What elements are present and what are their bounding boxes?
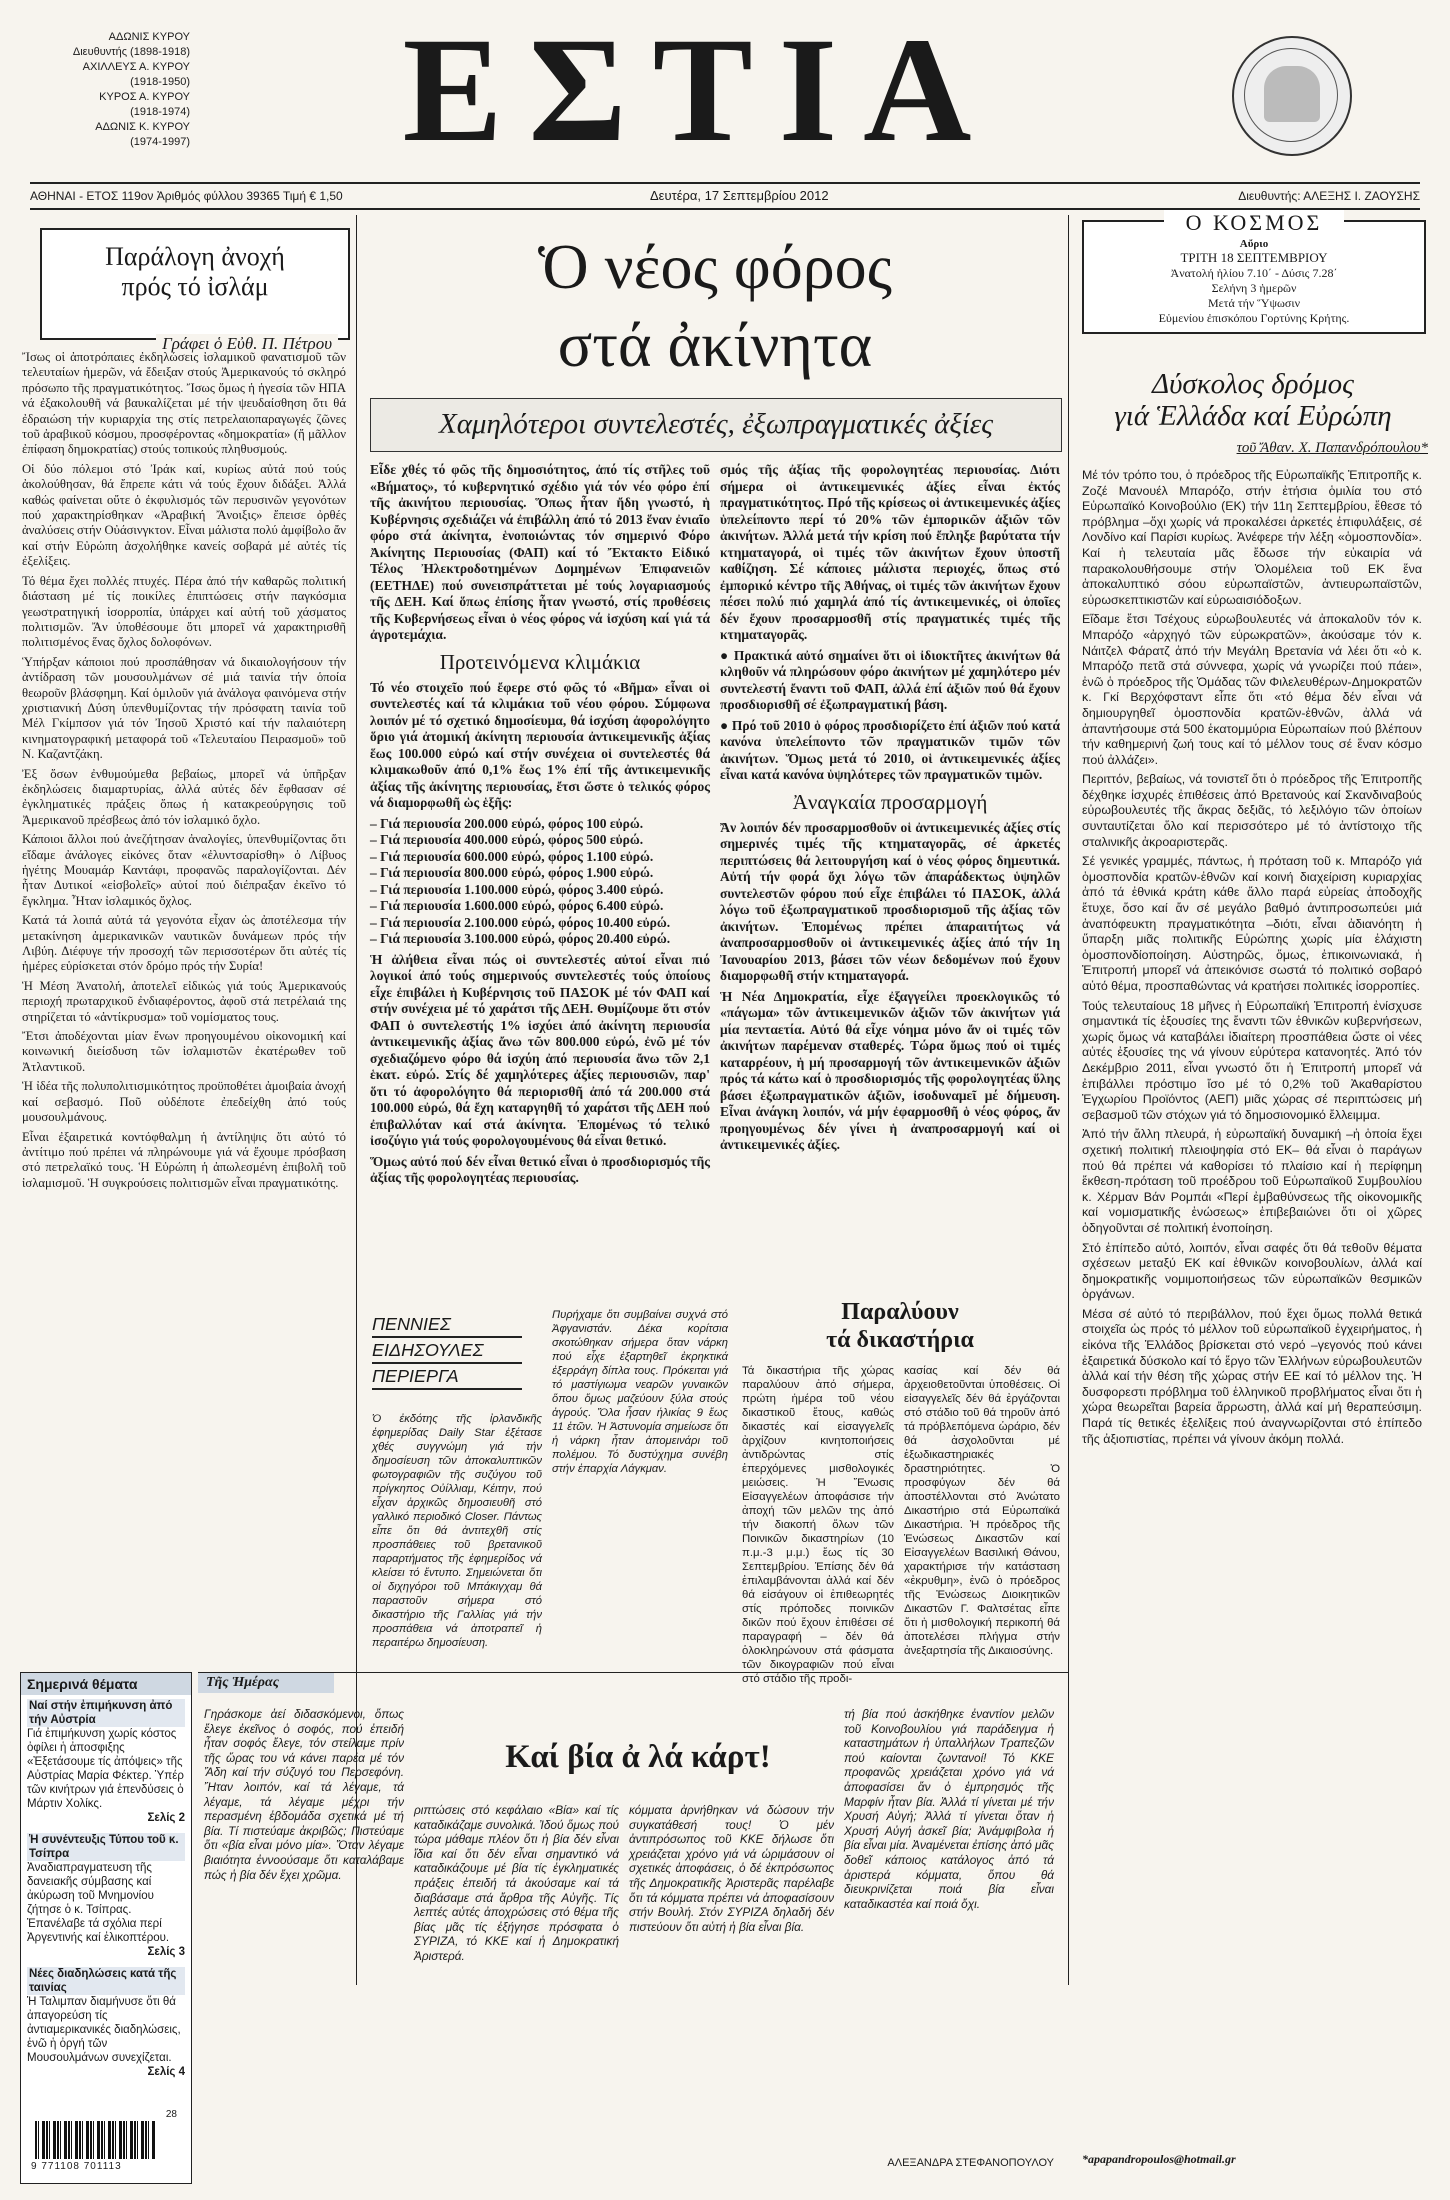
europe-paragraph: Σέ γενικές γραμμές, πάντως, ἡ πρόταση τοῦ κ. Μπαρόζο γιά ὁμοσπονδία κρατῶν-ἐθνῶν καί κοινή διαχείριση κυριαρχίας ἀπό τά ἐθνικά κράτη κάθε ἄλλο παρά εὐρείας ἀποδοχῆς ἔτυχε, ὅσο καί ἄν σέ μεγάλο βαθμό ἀντιπροσωπεύει μιά ἀναπόφευκτη πραγματικότητα –διότι, εἶναι ἀδιανόητη ἡ ὕπαρξη μιᾶς πολιτικῆς Εὐρώπης χωρίς μία ἐλάχιστη ὁμοσπονδίοποίηση. Αὐστηρῶς, ὅμως, ἐπικοινωνιακά, ἡ Ἐπιτροπή μπορεῖ νά ἀπεικόνισε σωστά τό πολιτικό σοβαρό αὐτό θέμα, προσπαθώντας νά κρατήσει πολιτικές ἰσορροπίες.	[1082, 854, 1422, 993]
pennies-title	[372, 1312, 522, 1390]
founder-line: (1918-1950)	[130, 76, 190, 88]
europe-headline-line2: γιά Ἑλλάδα καί Εὐρώπη	[1114, 400, 1392, 432]
opinion-paragraph: Ἡ Μέση Ἀνατολή, ἀποτελεῖ εἰδικώς γιά τούς Ἀμερικανούς περιοχή πρωταρχικοῦ ἐνδιαφέροντος, ἀφοῦ στά πετρέλαιά της στηρίζεται τό «ἀντίκρυσμα» τοῦ νομίσματος τους.	[22, 978, 346, 1024]
pennies-box	[362, 1288, 732, 1658]
europe-paragraph: Εἴδαμε ἔτσι Τσέχους εὐρωβουλευτές νά ἀποκαλοῦν τόν κ. Μπαρόζο «ἀρχηγό τῶν εὐρωκρατῶν», ἀκούσαμε τόν κ. Νάιτζελ Φάρατζ ἀπό τήν Μεγάλη Βρετανία νά λέει ὅτι «ὁ κ. Μπαρόζο πετᾶ στά σύννεφα, χωρίς νά γνωρίζει πού πάει», ἐνῶ ὁ πρόεδρος τῆς Ὁμάδας τῶν Φιλελευθέρων-Δημοκρατῶν κ. Γκί Βερχόφσταντ εἶπε ὅτι «τό θέμα δέν εἶναι νά δημιουργηθεῖ ὁμοσπονδία κρατῶν-ἐθνῶν, ἀλλά νά ἀπαντήσουμε στά 500 ἑκατομμύρια Εὐρωπαίων πού βλέπουν τήν καθημερινή ζωή τους καί τό μέλλον τους σέ ἕναν κόσμο πού ἀλλάζει».	[1082, 612, 1422, 767]
editorial-column-1: Γηράσκομε ἀεί διδασκόμενοι, ὅπως ἔλεγε ἐκεῖνος ὁ σοφός, πού ἐπειδή ἦταν σοφός ἔλεγε, τόν στείλαμε πρίν τῆς ὥρας του νά κάνει παρέα μέ τόν Ἅδη καί τήν σύζυγό του Περσεφόνη. Ἤταν λοιπόν, καί τά λέγαμε, τά λέγαμε, τά λέγαμε μέχρι τήν περασμένη ἑβδομάδα σχετικά μέ τή βία. Τί πιστεύαμε ἀκριβῶς; Πιστεύαμε ὅτι «βία εἶναι μόνο μία». Ὅταν λέγαμε βιαιότητα ἐννοούσαμε ὅτι καταλάβαμε πώς ἡ βία δέν ἔχει χρῶμα.	[204, 1707, 404, 1882]
today-topic-page: Σελίς 3	[147, 1946, 185, 1958]
almanac-sun: Ἀνατολή ἡλίου 7.10΄ - Δύσις 7.28΄	[1170, 266, 1338, 280]
editorial-column-4: τή βία πού ἀσκήθηκε ἐναντίον μελῶν τοῦ Κοινοβουλίου γιά παράδειγμα ἡ καταστημάτων ἡ ὑπαλλήλων Τραπεζῶν πού καίονται ζωντανοί! Τό ΚΚΕ προφανῶς χρειάζεται χρόνο γιά νά ἀποφασίσει ἄν ὁ ἐμπρησμός τῆς Μαρφίν ἦταν βία. Ἀλλά τί γίνεται μέ τήν Χρυσή Αὐγή; Ἀλλά τί γίνεται ὅταν ἡ Χρυσή Αὐγή ἀσκεῖ βία; Ἀνάμφιβολα ἡ βία εἶναι μία. Ἀναμένεται ἐπίσης ἀπό μᾶς δοθεῖ κάποιος κατάλογος ἀπό τά ἀριστερά κόμματα, ὅπου θά διευκρινίζεται ποιά βία εἶναι καταδικαστέα καί ποιά ὄχι.	[844, 1707, 1054, 1911]
founder-line: (1974-1997)	[130, 136, 190, 148]
main-bullet-text: Πρό τοῦ 2010 ὁ φόρος προσδιορίζετο ἐπί ἀξιῶν πού κατά κανόνα ὑπελείποντο τῶν πραγματικῶν τιμῶν τῶν ἀκινήτων. Ὅμως μετά τό 2010, οἱ ἀντικειμενικές ἀξίες εἶναι κατά κανόνα ὑψηλότερες τῶν πραγματικῶν τιμῶν.	[720, 717, 1060, 782]
editorial-title: Καί βία ἀ λά κάρτ!	[505, 1739, 771, 1775]
almanac-title: Ο ΚΟΣΜΟΣ	[1164, 210, 1344, 236]
main-paragraph: Τό νέο στοιχεῖο πού ἔφερε στό φῶς τό «Βῆμα» εἶναι οἱ συντελεστές καί τά κλιμάκια τοῦ νέου φόρου. Σύμφωνα λοιπόν μέ τό σχετικό δημοσίευμα, θά ἰσχύση ἀφορολόγητο ὅριο γιά ἀτομική ἀκίνητη περιουσία ἀντικειμενικῆς ἀξίας ἕως 100.000 εὐρώ καί στήν συνέχεια οἱ συντελεστές θά κλιμακωθοῦν ἀπό 0,1% ἕως 1% ἐπί τῆς ἀντικειμενικῆς ἀξίας τῆς ἀκίνητης περιουσίας, ἔτσι ὥστε ὁ τελικός φόρος νά διαμορφωθῆ ὡς ἑξῆς:	[370, 679, 710, 810]
opinion-paragraph: Οἱ δύο πόλεμοι στό Ἰράκ καί, κυρίως αὐτά πού τούς ἀκολούθησαν, θά ἔπρεπε κάτι νά τούς ἔχουν διδάξει. Ἀλλά καθώς φαίνεται οὔτε ὁ ἐκφυλισμός τῶν περυσινῶν γεγονότων πού χαρακτηρίσθηκαν «Ἀραβική Ἄνοιξις» ἔπεισε ὀρθές ἀναλύσεις στήν Οὐάσινγκτον. Εἶναι μάλιστα πολύ ἀμφίβολο ἄν καί στήν Εὐρώπη ἀσχολήθηκε κανείς σοβαρά μέ αὐτές τίς ἐξελίξεις.	[22, 461, 347, 569]
editorial-column-3: κόμματα ἀρνήθηκαν νά δώσουν τήν συγκατάθεσή τους! Ὁ μέν ἀντιπρόσωπος τοῦ ΚΚΕ δήλωσε ὅτι χρειάζεται χρόνο γιά νά ὡριμάσουν οἱ σχετικές ἀποφάσεις, ὁ δέ ἐκπρόσωπος τῆς Δημοκρατικῆς Ἀριστερᾶς παρέλαβε ὅτι τά κόμματα πρέπει νά ἀποφασίσουν στήν Βουλή. Στόν ΣΥΡΙΖΑ δηλαδή δέν πιστεύουν ὅτι αὐτή ἡ βία εἶναι βία.	[629, 1803, 834, 1934]
column-divider	[1068, 215, 1069, 1985]
founder-line: Διευθυντής (1898-1918)	[72, 46, 190, 58]
opinion-title-box	[40, 228, 350, 353]
opinion-paragraph: Τό θέμα ἔχει πολλές πτυχές. Πέρα ἀπό τήν καθαρῶς πολιτική διάσταση μέ τίς ποικίλες ἐπιπτώσεις στήν παγκόσμια γεωστρατηγική ἰσορροπία, ὑπάρχει καί αὐτή τοῦ χάσματος πολιτισμῶν. Ἄν ὑποθέσουμε ὅτι μπορεῖ νά χαρακτηρισθῆ πολιτισμένος ἕνας ὄχλος δολοφόνων.	[22, 573, 346, 650]
almanac-moon: Σελήνη 3 ἡμερῶν	[1211, 281, 1297, 295]
today-topic[interactable]	[21, 1963, 191, 2083]
courts-column-2: κασίας καί δέν θά ἀρχειοθετοῦνται ὑποθέσεις. Οἱ εἰσαγγελεῖς δέν θά ἐργάζονται στό στάδιο τοῦ θά τηροῦν ἀπό τά πρόβλεπόμενα ὡράριο, δέν θά ἀσχολοῦνται μέ ἐξωδικαστηριακές δραστηριότητες. Ὁ προσφύγων δέν θά ἀποστέλλονται στό Ἀνώτατο Δικαστήριο στά Εὐρωπαϊκά Δικαστήρια. Ἡ πρόεδρος τῆς Ἑνώσεως Δικαστῶν καί Εἰσαγγελέων Βασιλική Θάνου, χαρακτήρισε τήν κατάσταση «ἐκρυθμη», ἐνῶ ὁ πρόεδρος τῆς Ἑνώσεως Διοικητικῶν Δικαστῶν Γ. Φαλτσέτας εἶπε ὅτι ἡ μισθολογική περικοπή θά ἀποτελέσει πλήγμα στήν ἀνεξαρτησία τῆς Δικαιοσύνης.	[904, 1365, 1060, 1657]
courts-headline-line2: τά δικαστήρια	[826, 1327, 974, 1353]
opinion-paragraph: Κατά τά λοιπά αὐτά τά γεγονότα εἶχαν ὡς ἀποτέλεσμα τήν μετακίνηση ἀμερικανικῶν ναυτικῶν δυνάμεων πρός τήν Λιβύη. Διέφυγε τήν προσοχή τῶν περισσοτέρων ὅτι αὐτές τίς ἡμέρες εὑρίσκεται στόν δρόμο πρός τήν Συρία!	[22, 913, 346, 974]
today-topic-title: Ἡ συνέντευξις Τύπου τοῦ κ. Τσίπρα	[27, 1833, 185, 1861]
almanac-saint: Εὐμενίου ἐπισκόπου Γορτύνης Κρήτης.	[1158, 311, 1350, 325]
founder-line: ΚΥΡΟΣ Α. ΚΥΡΟΥ	[99, 91, 190, 103]
opinion-paragraph: Κάποιοι ἄλλοι πού ἀνεζήτησαν ἀναλογίες, ὑπενθυμίζοντας ὅτι εἴδαμε ἀνάλογες εἰκόνες ὅταν «ἐλυντσαρίσθη» ὁ Λίβυος ἡγέτης Μουαμάρ Καντάφι, προφανῶς παραλογίζονται. Δέν ἦταν Δυτικοί «εἰσβολεῖς» αὐτοί πού διέπραξαν ἐκεῖνο τό ἔγκλημα. Ἦταν ἰσλαμικός ὄχλος.	[22, 832, 346, 908]
main-deck: Χαμηλότεροι συντελεστές, ἐξωπραγματικές ἀξίες	[438, 408, 994, 440]
main-paragraph: Ἡ ἀλήθεια εἶναι πώς οἱ συντελεστές αὐτοί εἶναι πιό λογικοί ἀπό τούς σημερινούς συντελεστές τούς ὁποίους εἶχε ἐπιβάλει ἡ Κυβέρνησις τοῦ ΠΑΣΟΚ μέ τόν ΦΑΠ καί στήν συνέχεια μέ τό χαράτσι τῆς ΔΕΗ. Θυμίζουμε ὅτι στόν ΦΑΠ ὁ συντελεστής 1% ἰσχύει ἀπό ἀκίνητη περιουσία ἀντικειμενικῆς ἀξίας ἄνω τῶν 800.000 εὐρώ, ἐνῶ μέ τόν σχεδιαζόμενο φόρο θά ἰσχύη ἀπό περιουσία ἄνω τῶν 2,1 ἑκατ. εὐρώ. Στίς δέ χαμηλότερες ἀξίες περιουσιῶν, παρ' ὅτι τό ἀφορολόγητο θά περιορισθῆ ἀπό τά 200.000 στά 100.000 εὐρώ, θά ἔχη καταργηθῆ τό χαράτσι τῆς ΔΕΗ πού ἐπιβαλλόταν καί στά ἀκίνητα. Ἑπομένως τό τελικό ἰσοζύγιο γιά τούς φορολογουμένους θά εἶναι θετικό.	[370, 951, 710, 1148]
pennies-column-2: Πυρήχαμε ὅτι συμβαίνει συχνά στό Ἀφγανιστάν. Δέκα κορίτσια σκοτώθηκαν σήμερα ὅταν νάρκη πού εἶχε ἐξαρτηθεῖ ἐκρηκτικά ἐξερράγη δίπλα τους. Πρόκειται γιά τό μαστίγιωμα νεαρῶν γυναικῶν ὅπου ὅμως μαζεύουν ξύλα στούς ἀγρούς. Ὅλα ἦσαν ἡλικίας 9 ἕως 11 ἐτῶν. Ἡ Ἀστυνομία σημείωσε ὅτι ἡ νάρκη ἦταν ἀπομεινάρι τοῦ πολέμου. Τό δυστύχημα συνέβη στήν ἐπαρχία Λάγκμαν.	[552, 1309, 728, 1475]
editorial-section	[198, 1672, 1068, 2183]
europe-headline-line1: Δύσκολος δρόμος	[1152, 368, 1354, 400]
director-info: Διευθυντής: ΑΛΕΞΗΣ Ι. ΖΑΟΥΣΗΣ	[1238, 189, 1420, 203]
founder-line: ΑΔΩΝΙΣ ΚΥΡΟΥ	[108, 31, 190, 43]
today-topics-box	[20, 1672, 192, 2184]
almanac-after: Μετά τήν Ὕψωσιν	[1207, 296, 1301, 310]
europe-email: *apapandropoulos@hotmail.gr	[1082, 2152, 1236, 2166]
today-topic[interactable]	[21, 1829, 191, 1963]
main-paragraph: σμός τῆς ἀξίας τῆς φορολογητέας περιουσίας. Διότι σήμερα οἱ ἀντικειμενικές ἀξίες εἶναι ἐκτός πραγματικότητος. Πρό τῆς κρίσεως οἱ ἀντικειμενικές ἀξίες ὑπελείποντο περί τό 20% τῶν ἐμπορικῶν ἀξιῶν τῶν ἀκινήτων. Ἀλλά μετά τήν κρίση πού ἔπληξε βαρύτατα τήν κτηματαγορά, οἱ τιμές τῶν ἀκινήτων ἔχουν ὑποστῆ καθίζηση. Σέ κάποιες μάλιστα περιοχές, ὅπως στό ἐμπορικό κέντρο τῆς Ἀθήνας, οἱ τιμές τῶν ἀκινήτων ἔχουν πέσει πολύ πιό χαμηλά ἀπό τίς ἀντικειμενικές, οἱ ὁποῖες δέν ἔχουν προσαρμοσθῆ στίς πραγματικές τιμές τῆς κτηματαγορᾶς.	[720, 462, 1060, 642]
main-column-2	[720, 462, 1060, 1232]
opinion-paragraph: Ἡ ἰδέα τῆς πολυπολιτισμικότητος προϋποθέτει ἀμοιβαία ἀνοχή καί σεβασμό. Ποῦ οὐδέποτε ἐπεδείχθη ἀπό τούς μουσουλμάνους.	[22, 1079, 346, 1125]
europe-article	[1082, 468, 1422, 2148]
founders-list	[40, 30, 190, 150]
main-subhead-scales: Προτεινόμενα κλιμάκια	[439, 649, 641, 674]
masthead-title: ΕΣΤΙΑ	[402, 7, 998, 173]
founder-line: ΑΔΩΝΙΣ Κ. ΚΥΡΟΥ	[95, 121, 190, 133]
europe-paragraph: Περιττόν, βεβαίως, νά τονιστεῖ ὅτι ὁ πρόεδρος τῆς Ἐπιτροπῆς δέχθηκε ἰσχυρές ἐπιθέσεις ἀπό Βρετανούς καί Σκανδιναβούς εὐρωβουλευτές τῆς ἄκρας δεξιᾶς, τό λεξιλόγιο τῶν ὁποίων συνταυτίζεται ὅλο καί περισσότερο μέ τό ἀντίστοιχο τῆς σταλινικῆς ἀκροαριστερᾶς.	[1082, 772, 1422, 849]
today-topic-page: Σελίς 4	[147, 2066, 185, 2078]
main-paragraph: Ἄν λοιπόν δέν προσαρμοσθοῦν οἱ ἀντικειμενικές ἀξίες στίς σημερινές τιμές τῆς κτηματαγορᾶς, σέ ἀρκετές περιπτώσεις θά λειτουργήση καί ὁ νέος φόρος δημευτικά. Αὐτή τήν φορά ὄχι λόγω τῶν ἀπαράδεκτως ὑψηλῶν συντελεστῶν φόρου πού εἶχε ἐπιβάλει τό ΠΑΣΟΚ, ἀλλά λόγω τοῦ ἐξωπραγματικοῦ προσδιορισμοῦ τῆς ἀξίας τῶν ἀκινήτων. Ἑπομένως πρέπει ἀπαραιτήτως νά ἀναπροσαρμοσθοῦν οἱ ἀντικειμενικές ἀξίες ἀπό τήν 1η Ἰανουαρίου 2013, βάσει τῶν νέων δεδομένων πού ἔχουν διαμορφωθῆ στήν κτηματαγορά.	[720, 819, 1060, 983]
main-bullet: ● Πρακτικά αὐτό σημαίνει ὅτι οἱ ἰδιοκτῆτες ἀκινήτων θά κληθοῦν νά πληρώσουν φόρο ἀκινήτων μέ χαμηλότερο μέν συντελεστή ἔναντι τοῦ ΦΑΠ, ἀλλά ἐπί ἀξιῶν πού θά ἔχουν προσδιορισθῆ σέ ἐξωπραγματική βάση.	[720, 647, 1060, 712]
editorial-column-2: ριπτώσεις στό κεφάλαιο «Βία» καί τίς καταδικάζαμε συνολικά. Ἰδού ὅμως πού τώρα μάθαμε πλέον ὅτι ἡ βία δέν εἶναι ἴδια καί ὅτι δέν εἶναι σημαντικό νά καταδικάζουμε μέ βία τίς ἐγκληματικές πράξεις ἐπειδή τά ἀκούσαμε καί τά διαβάσαμε στά ἄρθρα τῆς Αὐγῆς. Τίς λεπτές αὐτές ἀποχρώσεις στό θέμα τῆς βίας μᾶς τίς ἐξήγησε πρόσφατα ὁ ΣΥΡΙΖΑ, τό ΚΚΕ καί ἡ Δημοκρατική Ἀριστερά.	[414, 1803, 619, 1963]
barcode-icon	[35, 2121, 155, 2159]
opinion-paragraph: Ἔτσι ἀποδέχονται μίαν ἔνων προηγουμένου οἰκονομική καί κοινωνική διείσδυση τῶν ἰσλαμιστῶν ἐκατέρωθεν τοῦ Ἀτλαντικοῦ.	[22, 1029, 346, 1074]
opinion-paragraph: Εἶναι ἐξαιρετικά κοντόφθαλμη ἡ ἀντίληψις ὅτι αὐτό τό ἀντίτιμο πού πρέπει νά πληρώνουμε γιά νά ἔχουμε πρόσβαση στό πετρελαϊκό τους. Ἡ Εὐρώπη ἡ ἀπωλεσμένη ἐπιβολῆ τοῦ ἰσλαμισμοῦ. Ἡ συγκρούσεις πολιτισμῶν εἶναι πραγματικότης.	[22, 1129, 346, 1190]
almanac-day: ΤΡΙΤΗ 18 ΣΕΠΤΕΜΒΡΙΟΥ	[1180, 250, 1328, 265]
main-bullet: ● Πρό τοῦ 2010 ὁ φόρος προσδιορίζετο ἐπί ἀξιῶν πού κατά κανόνα ὑπελείποντο τῶν πραγματικῶν τιμῶν τῶν ἀκινήτων. Ὅμως μετά τό 2010, οἱ ἀντικειμενικές ἀξίες εἶναι κατά κανόνα ὑψηλότερες τῶν πραγματικῶν τιμῶν.	[720, 717, 1060, 782]
europe-paragraph: Ἀπό τήν ἄλλη πλευρά, ἡ εὐρωπαϊκή δυναμική –ἡ ὁποία ἔχει σχετική πολιτική πλειοψηφία στό ΕΚ– θά εἶναι ὁ παράγων πού θά πρέπει νά καθορίσει τό πλαίσιο καί ἡ περίφημη ἔκθεση-πρόταση τοῦ προέδρου τοῦ Εὐρωπαϊκοῦ Συμβουλίου κ. Χέρμαν Βάν Ρομπάι «Περί ἐμβαθύνσεως τῆς οἰκονομικῆς καί νομισματικῆς ἑνώσεως» ἐπιβεβαιώνει ὅτι οἱ χῶρες ὁδηγοῦνται σέ πολιτική ἑνοποίηση.	[1082, 1127, 1422, 1235]
issue-date: Δευτέρα, 17 Σεπτεμβρίου 2012	[650, 188, 829, 203]
tax-scale-item: – Γιά περιουσία 1.600.000 εὐρώ, φόρος 6.400 εὐρώ.	[370, 898, 664, 913]
editorial-header: Τῆς Ἡμέρας	[198, 1673, 334, 1693]
almanac-tomorrow: Αὔριο	[1239, 238, 1269, 250]
main-subhead-adjustment: Ἀναγκαία προσαρμογή	[792, 789, 988, 814]
editorial-author: ΑΛΕΞΑΝΔΡΑ ΣΤΕΦΑΝΟΠΟΥΛΟΥ	[887, 2157, 1054, 2169]
tax-scale-item: – Γιά περιουσία 3.100.000 εὐρώ, φόρος 20.400 εὐρώ.	[370, 931, 671, 946]
barcode-digits: 9 771108 701113	[31, 2161, 122, 2172]
opinion-paragraph: Ἴσως οἱ ἀποτρόπαιες ἐκδηλώσεις ἰσλαμικοῦ φανατισμοῦ τῶν τελευταίων ἡμερῶν, νά ἔδειξαν στούς Ἀμερικανούς τό σκληρό πρόσωπο τῆς πραγματικότητος. Ἴσως ὅμως ἡ ἡγεσία τῶν ΗΠΑ νά ἐξακολουθῆ νά βαυκαλίζεται μέ τήν ψευδαίσθηση ὅτι θά ἐδραιώση τήν κυριαρχία της στίς πετρελαιοπαραγωγές ζῶνες τοῦ ἀραβικοῦ κόσμου, προσφέροντας «δημοκρατία» (ἤ μᾶλλον ἐπίφαση δημοκρατίας) στούς τοπικούς πληθυσμούς.	[22, 350, 346, 457]
main-paragraph: Ὅμως αὐτό πού δέν εἶναι θετικό εἶναι ὁ προσδιορισμός τῆς ἀξίας τῆς φορολογητέας περιουσίας.	[370, 1153, 710, 1185]
pennies-column-1: Ὁ ἐκδότης τῆς ἰρλανδικῆς ἐφημερίδας Daily Star ἐξέτασε χθές συγγνώμη γιά τήν δημοσίευση τῶν ἀποκαλυπτικῶν φωτογραφιῶν τῆς συζύγου τοῦ πρίγκηπος Οὐίλλιαμ, Κέιτην, πού εἶχαν ἀρχικῶς δημοσιευθῆ στό γαλλικό περιοδικό Closer. Πάντως εἶπε ὅτι θά ἀντιτεχθῆ στίς προσπάθειες τοῦ βρετανικοῦ παραρτήματος τῆς ἐφημερίδος νά κλείσει τό ἔντυπο. Σημειώνεται ὅτι οἱ διχηγόροι τοῦ Μπάκιγχαμ θά παραστοῦν σήμερα στό δικαστήριο τῆς Γαλλίας γιά τήν προσπάθεια νά ἀποτραπεῖ ἡ περαιτέρω δημοσίευση.	[372, 1413, 542, 1649]
tax-scale-item: – Γιά περιουσία 800.000 εὐρώ, φόρος 1.900 εὐρώ.	[370, 865, 654, 880]
europe-paragraph: Στό ἐπίπεδο αὐτό, λοιπόν, εἶναι σαφές ὅτι θά τεθοῦν θέματα σχέσεων μεταξύ ΕΚ καί ἐθνικῶν κοινοβουλίων, ἀλλά καί δημοκρατικῆς νομιμοποιήσεως τῶν εὐρωπαϊκῶν θεσμικῶν ὀργάνων.	[1082, 1240, 1422, 1302]
founder-line: (1918-1974)	[130, 106, 190, 118]
almanac-box	[1082, 210, 1426, 334]
main-deck-box	[370, 398, 1062, 452]
today-topic[interactable]	[21, 1695, 191, 1829]
barcode-issue-number: 28	[165, 2109, 177, 2120]
europe-paragraph: Μέσα σέ αὐτό τό περιβάλλον, πού ἔχει ὅμως πολλά θετικά στοιχεῖα ὡς πρός τό μέλλον τοῦ εὐρωπαϊκοῦ ἐγχειρήματος, ἡ εἰκόνα τῆς Ἑλλάδος βρίσκεται στό νερό –γεγονός πού κάνει ἐξαιρετικά δύσκολο καί τό ἔργο τῶν Ἑλλήνων εὐρωβουλευτῶν ἀλλά καί τήν θέση τῆς χώρας στήν ΕΕ καί τό μέλλον της. Ἡ δυσφορεστι πρόβλημα τοῦ ἑλληνικοῦ προβλήματος εἶναι ὅτι ἡ χώρα θεωρεῖται βαρεία ἄρρωστη, ἀλλά καί μή θεραπεύσιμη. Παρά τίς θετικές ἐξελίξεις πού ἀναγνωρίζονται στό ἐπίπεδο τῆς ἀξιοπιστίας, πρέπει νά γίνουν ἀκόμη πολλά.	[1082, 1306, 1422, 1446]
pennies-title-line: ΠΕΝΝΙΕΣ	[372, 1312, 522, 1338]
tax-scale-item: – Γιά περιουσία 600.000 εὐρώ, φόρος 1.100 εὐρώ.	[370, 848, 654, 864]
main-headline-line1: Ὁ νέος φόρος	[538, 231, 892, 302]
opinion-paragraph: Ἐξ ὅσων ἐνθυμούμεθα βεβαίως, μπορεῖ νά ὑπῆρξαν ἐκδηλώσεις διαμαρτυρίας, ἀλλά αὐτές δέν ἔφθασαν σέ ἐγκληματικές πράξεις ὅπως ἡ κατακρεούργησις τοῦ Ἀμερικανοῦ πρέσβεως ἀπό τόν ἰσλαμικό ὄχλο.	[22, 766, 346, 827]
today-topic-text: Γιά ἐπιμήκυνση χωρίς κόστος ὀφίλει ἡ ἀποσφιξης «Ἐξετάσουμε τίς ἀπόψεις» τῆς Αὐστρίας Μαρία Φέκτερ. Ὑπέρ τῶν κινήτρων γιά ἐπενδύσεις ὁ Μάρτιν Χολίκς.	[27, 1728, 184, 1810]
opinion-byline: Γράφει ὁ Εὐθ. Π. Πέτρου	[156, 334, 338, 354]
tax-scale-item: – Γιά περιουσία 1.100.000 εὐρώ, φόρος 3.400 εὐρώ.	[370, 881, 664, 897]
opinion-title-line1: Παράλογη ἀνοχή	[105, 242, 285, 271]
courts-column-1: Τά δικαστήρια τῆς χώρας παραλύουν ἀπό σήμερα, πρώτη ἡμέρα τοῦ νέου δικαστικοῦ ἔτους, καθώς δικαστές καί εἰσαγγελεῖς ἀρχίζουν κινητοποιήσεις ἀντιδρώντας στίς ἐπερχόμενες μισθολογικές μειώσεις. Ἡ Ἕνωσις Εἰσαγγελέων ἀποφάσισε τήν ἀποχή τῶν μελῶν της ἀπό τήν διακοπή ὅλων τῶν Ποινικῶν δικαστηρίων (10 π.μ.-3 μ.μ.) ἕως τίς 30 Σεπτεμβρίου. Ἐπίσης δέν θά ἐπιλαμβάνονται ἀλλά καί δέν θά εἰσάγουν οἱ ἐπιθεωρητές στίς πρόποδες ποινικῶν δικῶν πού ἔχουν ἐπιθέσει σέ παραγραφή – δέν θά ὁλοκληρώνουν στά φάσματα τῶν δικογραφιῶν πού εἶναι στό στάδιο τῆς προδι-	[742, 1365, 894, 1685]
barcode-area	[31, 2109, 181, 2175]
main-headline-line2: στά ἀκίνητα	[557, 309, 873, 380]
founder-line: ΑΧΙΛΛΕΥΣ Α. ΚΥΡΟΥ	[82, 61, 190, 73]
tax-scale-item: – Γιά περιουσία 2.100.000 εὐρώ, φόρος 10.400 εὐρώ.	[370, 914, 671, 930]
europe-paragraph: Μέ τόν τρόπο του, ὁ πρόεδρος τῆς Εὐρωπαϊκῆς Ἐπιτροπῆς κ. Ζοζέ Μανουέλ Μπαρόζο, στήν ἐτήσια ὁμιλία του στό Εὐρωπαϊκό Κοινοβούλιο (ΕΚ) τήν 11η Σεπτεμβρίου, ἔθεσε τό πρόβλημα –ὄχι χωρίς νά προκαλέσει ἀρκετές ἐπιφυλάξεις, σέ Λονδίνο καί Παρίσι κυρίως. Ἀνέφερε τήν λέξη «ὁμοσπονδία». Καί ἡ τελευταία μᾶς ἔδωσε τήν εὐκαιρία νά παρακολουθήσουμε στήν Ὀλομέλεια τοῦ ΕΚ ἕνα ἀποκαλυπτικό σόου εὐρωπαϊστῶν, ἀντιευρωπαϊστῶν, εὐρωσκεπτικιστῶν καί εὐρωαισιόδοξων.	[1082, 468, 1422, 607]
pennies-title-line: ΠΕΡΙΕΡΓΑ	[372, 1364, 522, 1390]
europe-paragraph: Τούς τελευταίους 18 μῆνες ἡ Εὐρωπαϊκή Ἐπιτροπή ἐνίσχυσε σημαντικά τίς ἐξουσίες της ἔναντι τῶν ἐθνικῶν κυβερνήσεων, χωρίς ὅμως νά καταβάλει ἰδιαίτερη προσπάθεια ὥστε οἱ νέες αὐτές ἐξουσίες της νά γίνουν εὐρύτερα κατανοητές. Ἀπό τόν Δεκέμβριο 2011, εἶναι γνωστό ὅτι ἡ Ἐπιτροπή μπορεῖ νά ἐπιβάλλει πρόστιμο ἴσο μέ τό 0,2% τοῦ Ἀκαθαρίστου Ἐγχωρίου Προϊόντος (ΑΕΠ) μιᾶς χώρας σέ περιπτώσεις μή σεβασμοῦ τῶν στόχων γιά τό δημοσιονομικό ἔλλειμμα.	[1082, 998, 1422, 1122]
today-topic-text: Ἡ Ταλιμπαν διαμήνυσε ὅτι θά ἀπαγορεύση τίς ἀντιαμερικανικές διαδηλώσεις, ἐνῶ ἡ ὀργή τῶν Μουσουλμάνων συνεχίζεται.	[27, 1996, 181, 2064]
tax-scale-item: – Γιά περιουσία 400.000 εὐρώ, φόρος 500 εὐρώ.	[370, 832, 644, 847]
tax-scale-item: – Γιά περιουσία 200.000 εὐρώ, φόρος 100 εὐρώ.	[370, 815, 644, 831]
main-paragraph: Ἡ Νέα Δημοκρατία, εἶχε ἐξαγγείλει προεκλογικῶς τό «πάγωμα» τῶν ἀντικειμενικῶν ἀξιῶν τῶν ἀκινήτων γιά μία πενταετία. Αὐτό θά εἶχε νόημα μόνο ἄν οἱ τιμές τῶν ἀκινήτων παρέμεναν σταθερές. Τώρα ὅμως πού οἱ τιμές καταρρέουν, ἡ μή προσαρμογή τῶν ἀντικειμενικῶν ἀξιῶν πρός τά κάτω καί ὁ προσδιορισμός τῆς φορολογητέας ὕλης βάσει ἐξωπραγματικῶν ἀξιῶν, ἰσοδυναμεῖ μέ δήμευση. Εἶναι ἀνάγκη λοιπόν, νά μήν ἐφαρμοσθῆ ὁ νέος φόρος, ἄν προηγουμένως δέν γίνει ἡ ἀναπροσαρμογή καί οἱ ἀντικειμενικές ἀξίες.	[720, 988, 1060, 1152]
main-column-1	[370, 462, 710, 1272]
main-paragraph: Εἶδε χθές τό φῶς τῆς δημοσιότητος, ἀπό τίς στῆλες τοῦ «Βήματος», τό κυβερνητικό σχέδιο γιά τόν νέο φόρο ἐπί τῆς ἀκινήτου περιουσίας. Ὅπως ἦταν ἤδη γνωστό, ἡ Κυβέρνησις σχεδιάζει νά ἐπιβάλλη ἀπό τό 2013 ἕναν ἐνιαῖο φόρο στά ἀκίνητα, ἑνοποιώντας τόν σημερινό Φόρο Ἀκίνητης Περιουσίας (ΦΑΠ) καί τό Ἔκτακτο Εἰδικό Τέλος Ἠλεκτροδοτημένων Δομημένων Ἐπιφανειῶν (ΕΕΤΗΔΕ) πού συνεισπράττεται μέ τούς λογαριασμούς τῆς ΔΕΗ. Καί ὅπως ἐπίσης ἦταν γνωστό, στίς προθέσεις τῆς Κυβερνήσεως εἶναι ὁ νέος φόρος νά ἰσχύση καί γιά τά ἀγροτεμάχια.	[370, 462, 710, 642]
europe-byline: τοῦ Ἄθαν. Χ. Παπανδρόπουλου*	[1236, 440, 1428, 456]
issue-info: ΑΘΗΝΑΙ - ΕΤΟΣ 119ον Ἀριθμός φύλλου 39365 Τιμή € 1,50	[30, 189, 343, 203]
today-topic-title: Ναί στήν ἐπιμήκυνση ἀπό τήν Αὐστρία	[27, 1699, 185, 1727]
courts-headline-line1: Παραλύουν	[841, 1299, 959, 1325]
today-topic-text: Ἀναδιαπραγματευση τῆς δανειακῆς σύμβασης καί ἀκύρωση τοῦ Μνημονίου ζήτησε ὁ κ. Τσίπρας. Ἐπανέλαβε τά σχόλια περί Ἀργεντινής καί ἐλικοπτέρου.	[27, 1862, 170, 1944]
today-topic-title: Νέες διαδηλώσεις κατά τῆς ταινίας	[27, 1967, 185, 1995]
today-topics-header: Σημερινά θέματα	[21, 1673, 191, 1695]
opinion-paragraph: Ὑπήρξαν κάποιοι πού προσπάθησαν νά δικαιολογήσουν τήν ἀντίδραση τῶν μουσουλμάνων σέ μιά ταινία τήν ὁποία θεωροῦν βλάσφημη. Καί ὁμιλοῦν γιά ἀνάλογα φαινόμενα στήν χριστιανική Δύση ὑπενθυμίζοντας τήν πρόσφατη ταινία τοῦ Μέλ Γκίμπσον γιά τόν Ἰησοῦ Χριστό καί τήν παλαιότερη κινηματογραφική μεταφορά τοῦ «Τελευταίου Πειρασμοῦ» τοῦ Ν. Καζαντζάκη.	[22, 654, 346, 762]
today-topic-page: Σελίς 2	[147, 1812, 185, 1824]
opinion-article	[22, 350, 346, 1650]
tax-scale-list	[370, 816, 710, 948]
pennies-title-line: ΕΙΔΗΣΟΥΛΕΣ	[372, 1338, 522, 1364]
athena-seal-icon	[1232, 36, 1352, 156]
opinion-title-line2: πρός τό ἰσλάμ	[121, 272, 269, 301]
info-bar	[30, 182, 1420, 210]
main-bullet-text: Πρακτικά αὐτό σημαίνει ὅτι οἱ ἰδιοκτῆτες ἀκινήτων θά κληθοῦν νά πληρώσουν φόρο ἀκινήτων μέ χαμηλότερο μέν συντελεστή ἔναντι τοῦ ΦΑΠ, ἀλλά ἐπί ἀξιῶν πού θά ἔχουν προσδιορισθῆ σέ ἐξωπραγματική βάση.	[720, 647, 1060, 712]
